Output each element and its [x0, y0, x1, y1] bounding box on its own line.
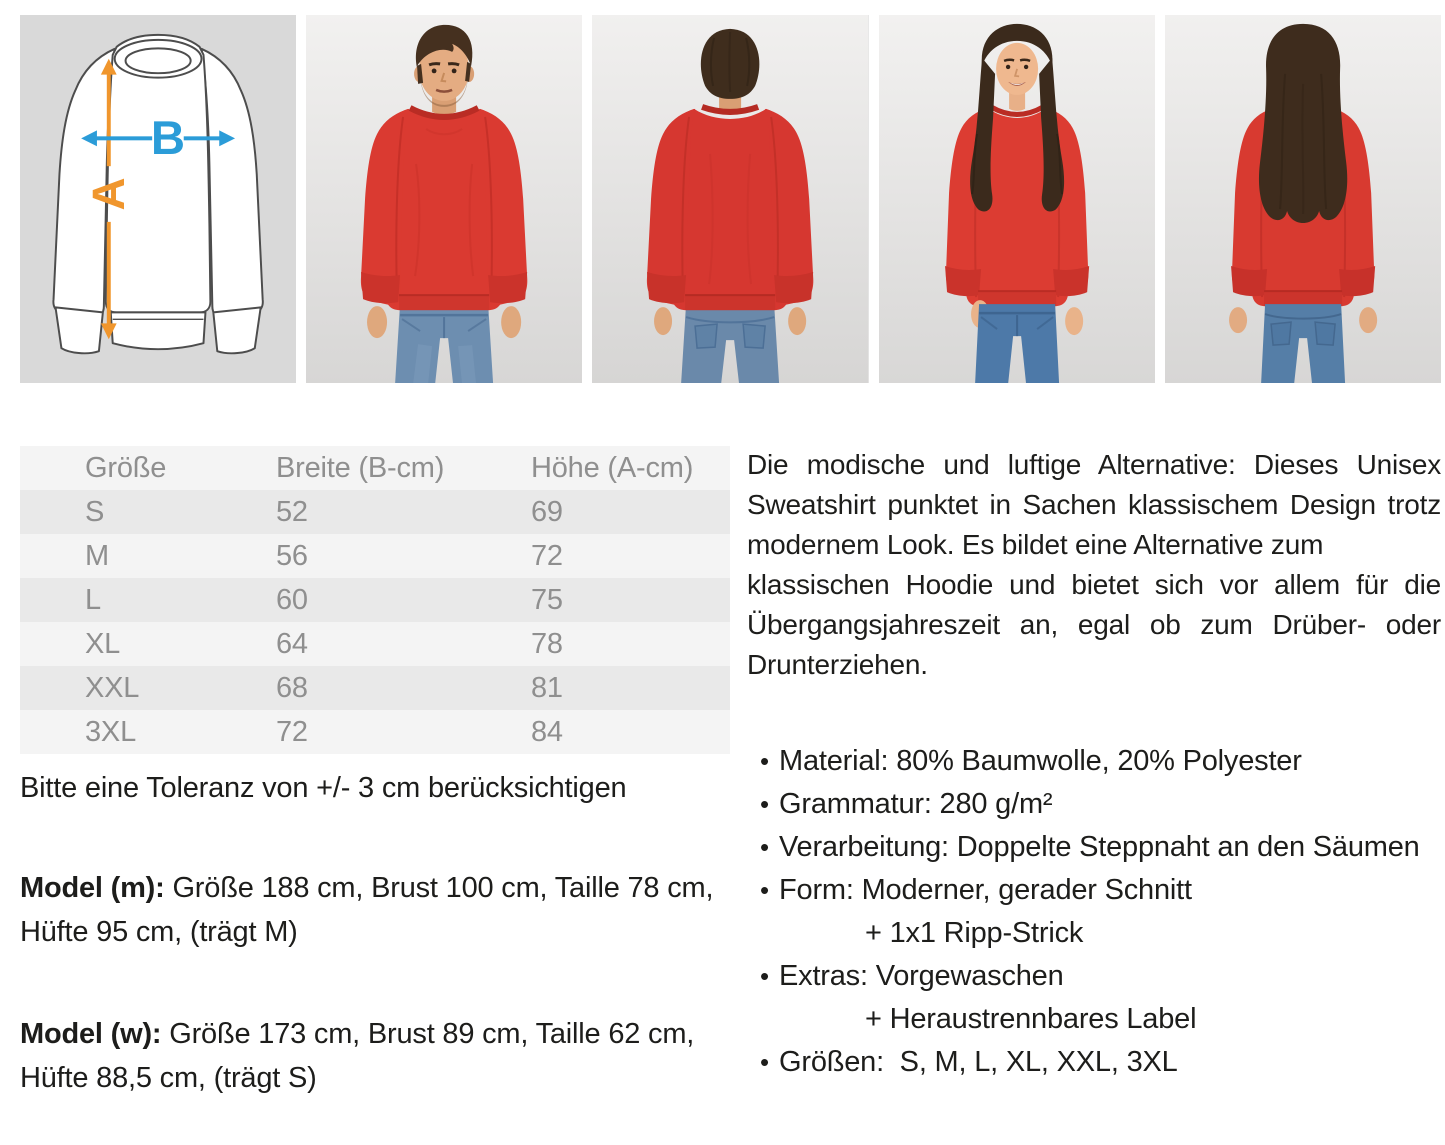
product-description	[747, 445, 1441, 685]
cell-size: XL	[85, 627, 121, 660]
size-table	[20, 446, 730, 754]
cell-size: XXL	[85, 671, 140, 704]
photo-female-front	[879, 15, 1155, 383]
female-face	[996, 43, 1038, 95]
cell-hoehe: 72	[531, 539, 563, 572]
description-line: Sweatshirt punktet in Sachen klassischem Design trotz	[747, 489, 1441, 520]
bullet-icon: •	[760, 832, 769, 862]
bullet-icon: •	[760, 1047, 769, 1077]
col-header-hoehe: Höhe (A-cm)	[531, 451, 694, 484]
description-line: Die modische und luftige Alternative: Dieses Unisex	[747, 449, 1441, 480]
cell-size: 3XL	[85, 715, 136, 748]
cell-breite: 68	[276, 671, 308, 704]
label-a: A	[83, 177, 135, 211]
description-line: Drunterziehen.	[747, 649, 928, 680]
description-line: modernem Look. Es bildet eine Alternative zum	[747, 529, 1324, 560]
cell-breite: 52	[276, 495, 308, 528]
hand	[1065, 307, 1083, 335]
list-item: • Grammatur: 280 g/m²	[747, 788, 1441, 831]
cell-hoehe: 75	[531, 583, 563, 616]
photo-male-back	[592, 15, 868, 383]
hand	[1229, 307, 1247, 333]
hand	[654, 307, 672, 335]
red-sweatshirt-back	[647, 107, 813, 310]
cell-hoehe: 81	[531, 671, 563, 704]
col-header-breite: Breite (B-cm)	[276, 451, 445, 484]
cell-breite: 56	[276, 539, 308, 572]
feature-list	[747, 745, 1441, 1089]
list-item: • Extras: Vorgewaschen	[747, 960, 1441, 1003]
bullet-icon: •	[760, 961, 769, 991]
photo-female-back	[1165, 15, 1441, 383]
description-line: klassischen Hoodie und bietet sich vor allem für die	[747, 569, 1441, 600]
table-row	[20, 710, 730, 754]
bullet-icon: •	[760, 875, 769, 905]
model-w-info	[20, 1012, 730, 1100]
list-item: • Verarbeitung: Doppelte Steppnaht an den Säumen	[747, 831, 1441, 874]
table-row	[20, 578, 730, 622]
model-m-label: Model (m):	[20, 872, 165, 904]
size-table-header-row	[20, 446, 730, 490]
cell-size: M	[85, 539, 109, 572]
hand	[789, 307, 807, 335]
table-row	[20, 490, 730, 534]
female-back-illustration	[1165, 15, 1441, 383]
model-w-measurements-2: Hüfte 88,5 cm, (trägt S)	[20, 1062, 317, 1094]
table-row	[20, 666, 730, 710]
size-diagram-panel	[20, 15, 296, 383]
hand	[501, 306, 521, 338]
col-header-groesse: Größe	[85, 451, 167, 484]
male-head-back	[701, 29, 760, 99]
list-item: • Größen: S, M, L, XL, XXL, 3XL	[747, 1046, 1441, 1089]
red-sweatshirt	[945, 107, 1089, 306]
list-item-continuation: + Heraustrennbares Label	[865, 1003, 1197, 1035]
model-m-info	[20, 866, 730, 954]
cell-breite: 72	[276, 715, 308, 748]
list-item: • Material: 80% Baumwolle, 20% Polyester	[747, 745, 1441, 788]
list-item: • Form: Moderner, gerader Schnitt	[747, 874, 1441, 917]
model-m-measurements-2: Hüfte 95 cm, (trägt M)	[20, 916, 298, 948]
list-item-continuation: + 1x1 Ripp-Strick	[865, 917, 1084, 949]
red-sweatshirt	[361, 108, 527, 310]
model-w-label: Model (w):	[20, 1018, 162, 1050]
photo-male-front	[306, 15, 582, 383]
size-diagram	[20, 15, 296, 383]
bullet-icon: •	[760, 746, 769, 776]
female-hair-back	[1259, 24, 1347, 223]
product-gallery	[20, 15, 1441, 383]
bullet-icon: •	[760, 789, 769, 819]
cell-hoehe: 84	[531, 715, 563, 748]
model-m-measurements: Größe 188 cm, Brust 100 cm, Taille 78 cm,	[164, 872, 714, 904]
hand	[367, 306, 387, 338]
description-line: Übergangsjahreszeit an, egal ob zum Drüber- oder	[747, 609, 1441, 640]
cell-breite: 64	[276, 627, 308, 660]
label-b: B	[150, 111, 186, 165]
cell-hoehe: 69	[531, 495, 563, 528]
cell-breite: 60	[276, 583, 308, 616]
model-w-measurements: Größe 173 cm, Brust 89 cm, Taille 62 cm,	[161, 1018, 695, 1050]
male-back-illustration	[592, 15, 868, 383]
male-front-illustration	[306, 15, 582, 383]
cell-size: L	[85, 583, 101, 616]
table-row	[20, 622, 730, 666]
cell-size: S	[85, 495, 105, 528]
cell-hoehe: 78	[531, 627, 563, 660]
tolerance-note: Bitte eine Toleranz von +/- 3 cm berücksichtigen	[20, 772, 627, 804]
table-row	[20, 534, 730, 578]
female-front-illustration	[879, 15, 1155, 383]
hand	[1359, 307, 1377, 333]
